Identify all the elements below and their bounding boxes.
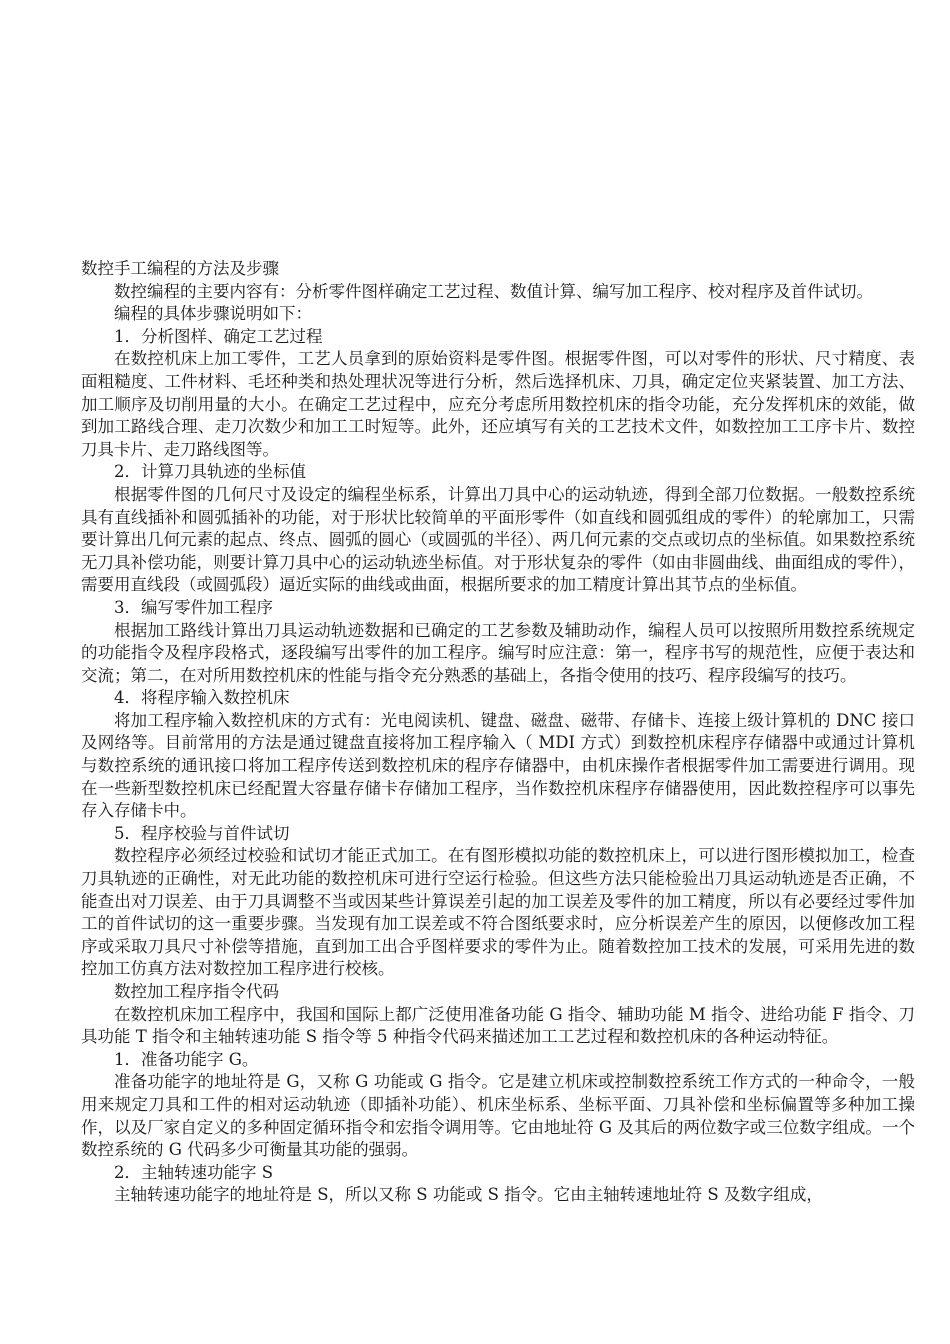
- heading-s-code: 2．主轴转速功能字 S: [114, 1162, 274, 1182]
- heading-step-3: 3．编写零件加工程序: [114, 597, 273, 617]
- heading-step-2: 2．计算刀具轨迹的坐标值: [114, 462, 306, 482]
- heading-instruction-codes: 数控加工程序指令代码: [114, 982, 279, 1001]
- heading-g-code: 1．准备功能字 G。: [114, 1049, 259, 1069]
- heading-step-1: 1．分析图样、确定工艺过程: [114, 326, 323, 346]
- paragraph-steps-intro: 编程的具体步骤说明如下：: [114, 304, 312, 324]
- paragraph-step-2: 根据零件图的几何尺寸及设定的编程坐标系，计算出刀具中心的运动轨迹，得到全部刀位数据。一般数控系统具有直线插补和圆弧插补的功能，对于形状比较简单的平面形零件（如直线和圆弧组成的零件）的轮廓加工，只需要计算出几何元素的起点、终点、圆弧的圆心（或圆弧的半径）、两几何元素的交点或切点的坐标值。如果数控系统无刀具补偿功能，则要计算刀具中心的运动轨迹坐标值。对于形状复杂的零件（如由非圆曲线、曲面组成的零件），需要用直线段（或圆弧段）逼近实际的曲线或曲面，根据所要求的加工精度计算出其节点的坐标值。: [81, 484, 915, 595]
- paragraph-s-code: 主轴转速功能字的地址符是 S，所以又称 S 功能或 S 指令。它由主轴转速地址符 S 及数字组成，: [114, 1185, 823, 1205]
- document-title: 数控手工编程的方法及步骤: [81, 259, 279, 278]
- paragraph-step-1: 在数控机床上加工零件，工艺人员拿到的原始资料是零件图。根据零件图，可以对零件的形状、尺寸精度、表面粗糙度、工件材料、毛坯种类和热处理状况等进行分析，然后选择机床、刀具，确定定位夹紧装置、加工方法、加工顺序及切削用量的大小。在确定工艺过程中，应充分考虑所用数控机床的指令功能，充分发挥机床的效能，做到加工路线合理、走刀次数少和加工工时短等。此外，还应填写有关的工艺技术文件，如数控加工工序卡片、数控刀具卡片、走刀路线图等。: [81, 349, 915, 459]
- paragraph-step-3: 根据加工路线计算出刀具运动轨迹数据和已确定的工艺参数及辅助动作，编程人员可以按照所用数控系统规定的功能指令及程序段格式，逐段编写出零件的加工程序。编写时应注意：第一，程序书写的规范性，应便于表达和交流；第二，在对所用数控机床的性能与指令充分熟悉的基础上，各指令使用的技巧、程序段编写的技巧。: [81, 620, 915, 685]
- paragraph-intro: 数控编程的主要内容有：分析零件图样确定工艺过程、数值计算、编写加工程序、校对程序及首件试切。: [114, 281, 873, 301]
- paragraph-step-4: 将加工程序输入数控机床的方式有：光电阅读机、键盘、磁盘、磁带、存储卡、连接上级计算机的 DNC 接口及网络等。目前常用的方法是通过键盘直接将加工程序输入（ MDI 方式）到数控机床程序存储器中或通过计算机与数控系统的通讯接口将加工程序传送到数控机床的程序存储器中，由机床操作者根据零件加工需要进行调用。现在一些新型数控机床已经配置大容量存储卡存储加工程序，当作数控机床程序存储器使用，因此数控程序可以事先存入存储卡中。: [81, 710, 915, 821]
- heading-step-5: 5．程序校验与首件试切: [114, 823, 290, 843]
- paragraph-instruction-codes: 在数控机床加工程序中，我国和国际上都广泛使用准备功能 G 指令、辅助功能 M 指令、进给功能 F 指令、刀具功能 T 指令和主轴转速功能 S 指令等 5 种指令代码来描述加工工艺过程和数控机床的各种运动特征。: [81, 1004, 915, 1047]
- document-body: [81, 258, 915, 1207]
- paragraph-step-5: 数控程序必须经过校验和试切才能正式加工。在有图形模拟功能的数控机床上，可以进行图形模拟加工，检查刀具轨迹的正确性，对无此功能的数控机床可进行空运行检验。但这些方法只能检验出刀具运动轨迹是否正确，不能查出对刀误差、由于刀具调整不当或因某些计算误差引起的加工误差及零件的加工精度，所以有必要经过零件加工的首件试切的这一重要步骤。当发现有加工误差或不符合图纸要求时，应分析误差产生的原因，以便修改加工程序或采取刀具尺寸补偿等措施，直到加工出合乎图样要求的零件为止。随着数控加工技术的发展，可采用先进的数控加工仿真方法对数控加工程序进行校核。: [81, 846, 915, 979]
- heading-step-4: 4．将程序输入数控机床: [114, 688, 290, 708]
- paragraph-g-code: 准备功能字的地址符是 G，又称 G 功能或 G 指令。它是建立机床或控制数控系统工作方式的一种命令，一般用来规定刀具和工件的相对运动轨迹（即插补功能）、机床坐标系、坐标平面、刀具补偿和坐标偏置等多种加工操作，以及厂家自定义的多种固定循环指令和宏指令调用等。它由地址符 G 及其后的两位数字或三位数字组成。一个数控系统的 G 代码多少可衡量其功能的强弱。: [81, 1072, 915, 1160]
